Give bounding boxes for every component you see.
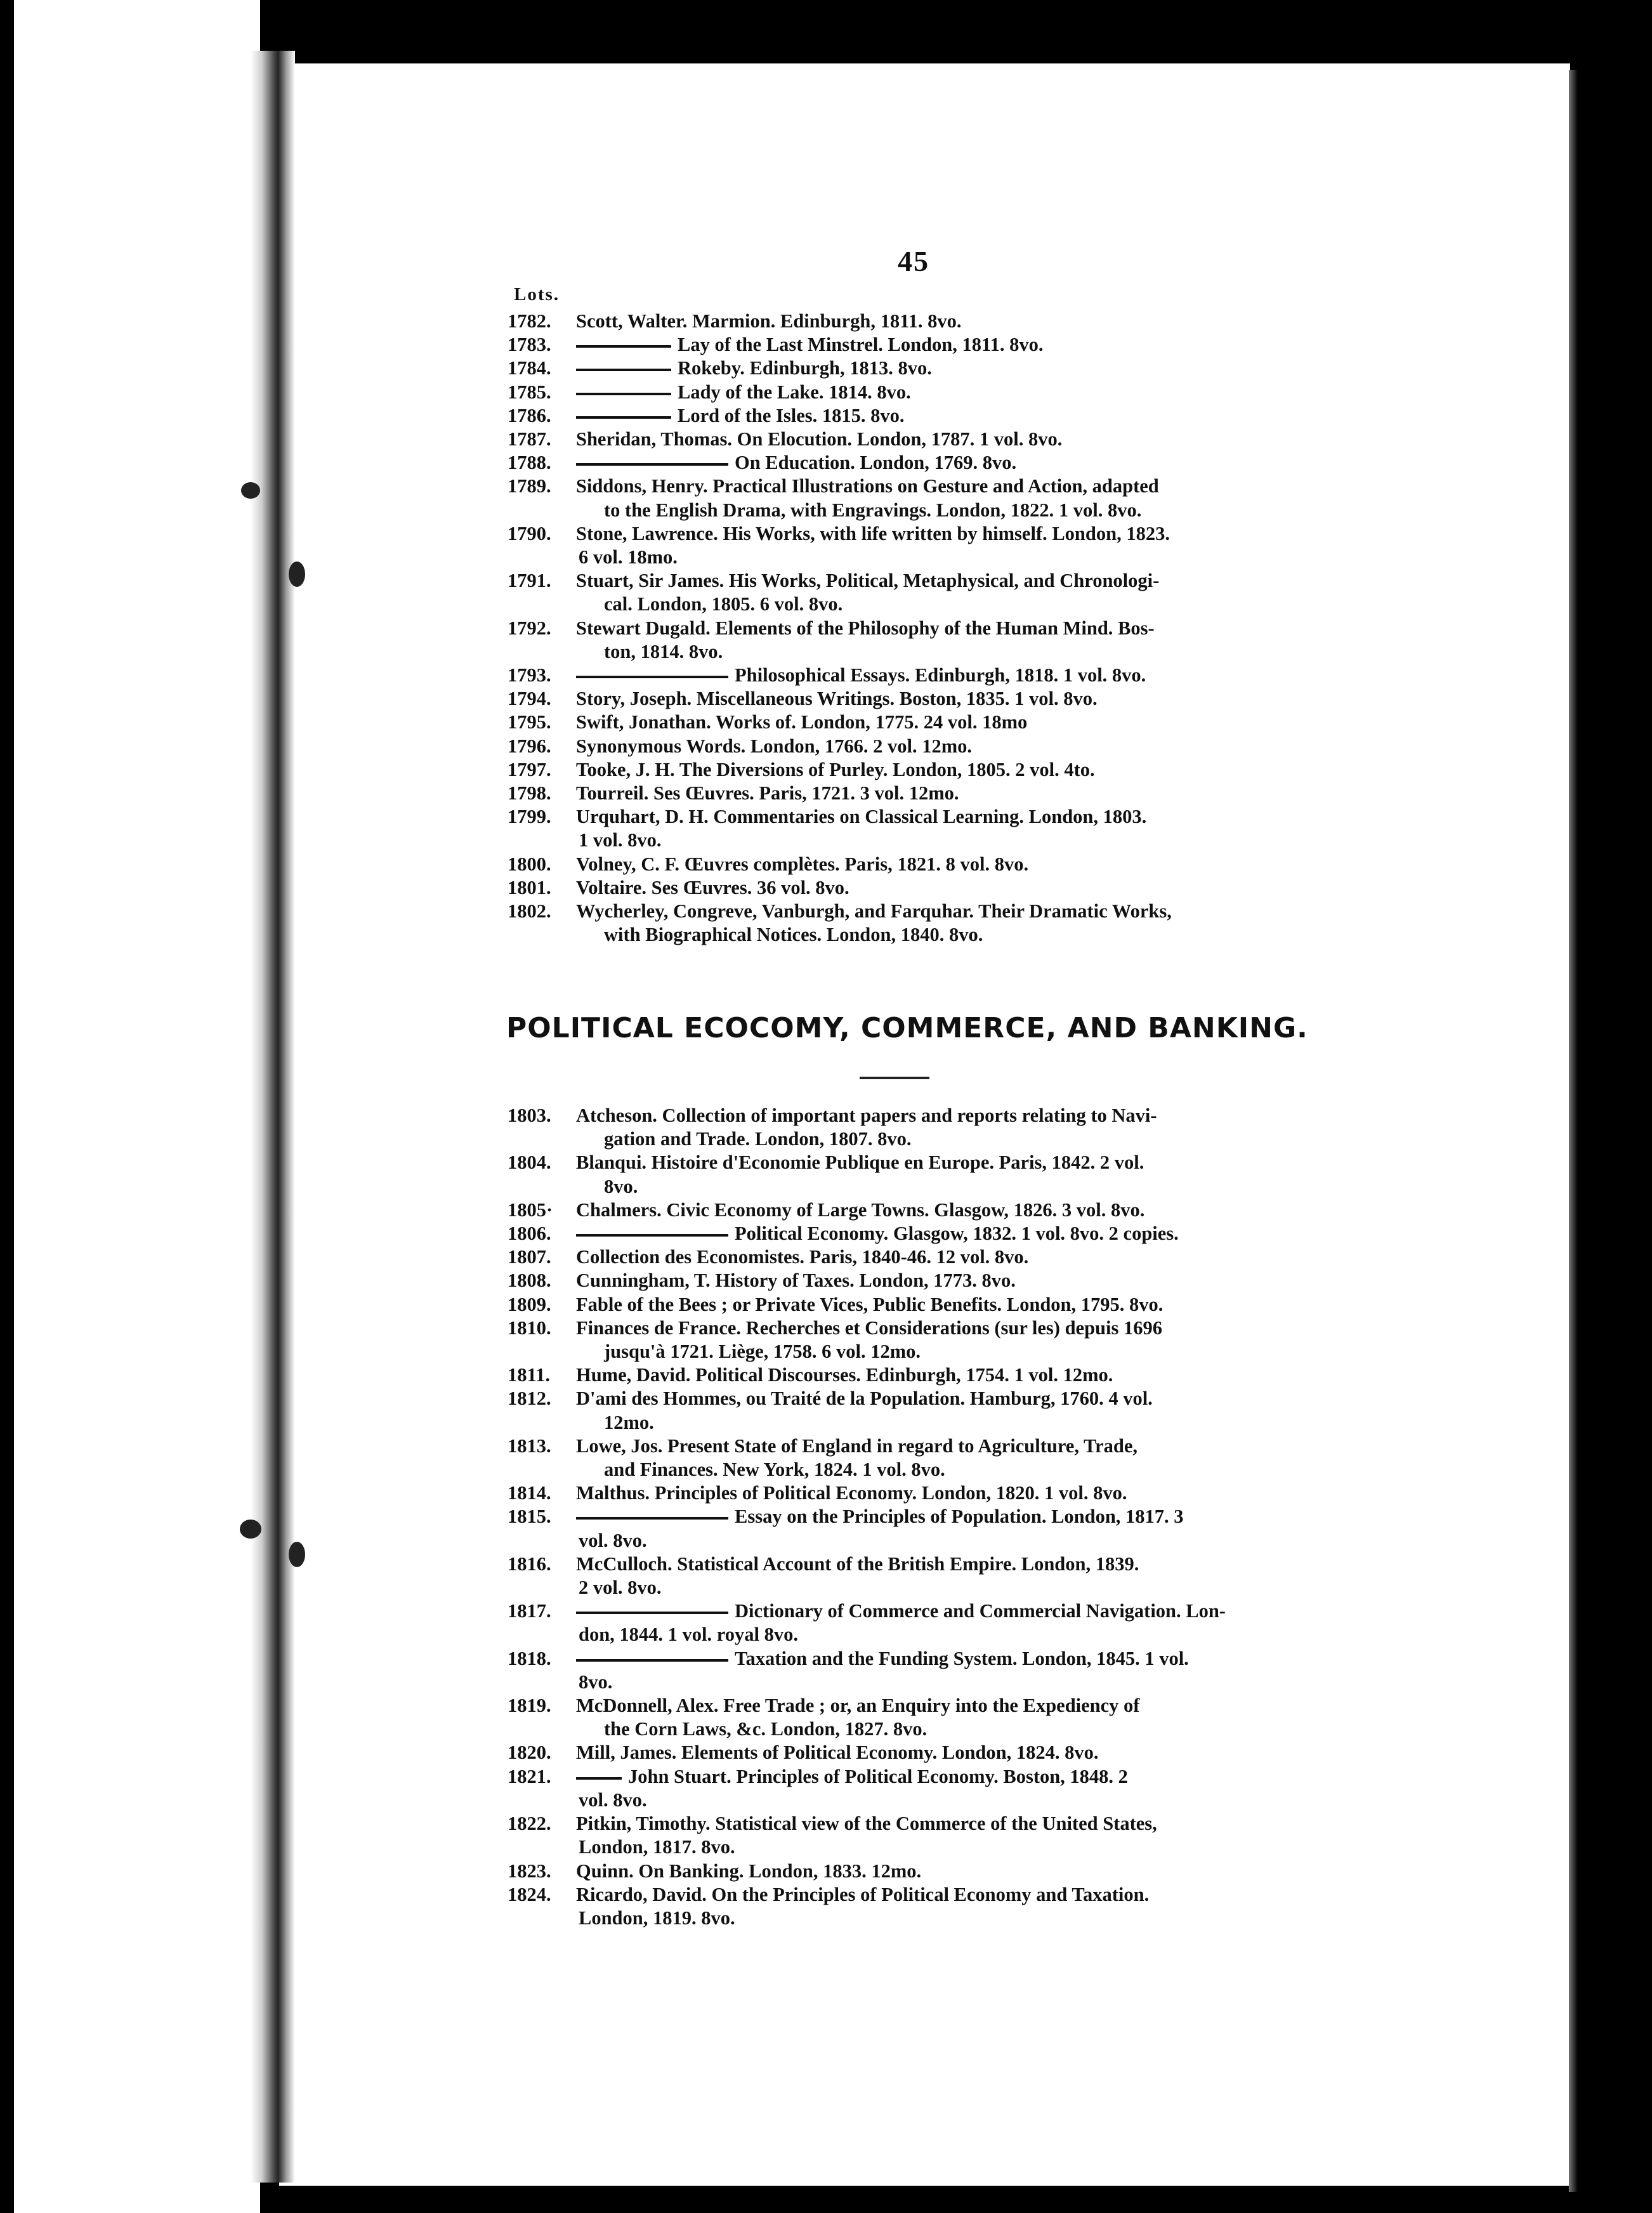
lot-number: 1798. bbox=[508, 782, 551, 804]
lot-number: 1800. bbox=[508, 853, 551, 875]
section-rule bbox=[860, 1077, 929, 1079]
lot-description-continuation: vol. 8vo. bbox=[579, 1789, 647, 1811]
catalogue-entry bbox=[508, 1222, 1358, 1245]
ditto-dash bbox=[576, 1777, 622, 1780]
lot-description-continuation: cal. London, 1805. 6 vol. 8vo. bbox=[604, 593, 843, 615]
lot-description: Chalmers. Civic Economy of Large Towns. Glasgow, 1826. 3 vol. 8vo. bbox=[576, 1198, 1145, 1221]
lot-description-continuation: gation and Trade. London, 1807. 8vo. bbox=[604, 1128, 912, 1150]
lot-number: 1787. bbox=[508, 428, 551, 450]
catalogue-entry bbox=[508, 664, 1358, 687]
lot-description: Tourreil. Ses Œuvres. Paris, 1721. 3 vol. 12mo. bbox=[576, 782, 959, 804]
lot-description: Stuart, Sir James. His Works, Political, Metaphysical, and Chronologi- bbox=[576, 570, 1160, 592]
catalogue-entry bbox=[508, 1553, 1358, 1576]
lot-number: 1795. bbox=[508, 711, 551, 733]
ditto-dash bbox=[576, 345, 671, 348]
lot-number: 1804. bbox=[508, 1152, 551, 1174]
lot-description: Ricardo, David. On the Principles of Political Economy and Taxation. bbox=[576, 1883, 1150, 1905]
lot-description-continuation: vol. 8vo. bbox=[579, 1529, 647, 1551]
lot-description: Quinn. On Banking. London, 1833. 12mo. bbox=[576, 1860, 922, 1882]
lot-description: Voltaire. Ses Œuvres. 36 vol. 8vo. bbox=[576, 876, 849, 898]
lot-description: Stone, Lawrence. His Works, with life written by himself. London, 1823. bbox=[576, 522, 1170, 544]
lot-description: Urquhart, D. H. Commentaries on Classical Learning. London, 1803. bbox=[576, 806, 1147, 828]
catalogue-entry bbox=[508, 1293, 1358, 1317]
book-gutter bbox=[251, 51, 295, 2183]
ditto-dash bbox=[576, 1234, 728, 1237]
lot-number: 1811. bbox=[508, 1364, 550, 1386]
lot-description: Lord of the Isles. 1815. 8vo. bbox=[678, 404, 905, 426]
lot-description-continuation: don, 1844. 1 vol. royal 8vo. bbox=[579, 1624, 798, 1646]
lot-number: 1819. bbox=[508, 1695, 551, 1717]
lot-description: Volney, C. F. Œuvres complètes. Paris, 1821. 8 vol. 8vo. bbox=[576, 853, 1029, 875]
catalogue-entry bbox=[508, 1245, 1358, 1269]
section-title: POLITICAL ECOCOMY, COMMERCE, AND BANKING. bbox=[506, 1012, 1308, 1044]
lot-number: 1793. bbox=[508, 664, 551, 686]
lot-description: Lady of the Lake. 1814. 8vo. bbox=[678, 381, 911, 403]
ditto-dash bbox=[576, 369, 671, 371]
page-edge-shadow bbox=[1569, 70, 1578, 2192]
lot-description-continuation: 8vo. bbox=[579, 1671, 613, 1693]
catalogue-entry bbox=[508, 475, 1358, 498]
lot-description-continuation: and Finances. New York, 1824. 1 vol. 8vo. bbox=[604, 1459, 945, 1481]
lot-number: 1803. bbox=[508, 1105, 551, 1126]
catalogue-entry bbox=[508, 805, 1358, 829]
lot-description: Mill, James. Elements of Political Economy. London, 1824. 8vo. bbox=[576, 1742, 1099, 1764]
lot-number: 1814. bbox=[508, 1482, 551, 1504]
catalogue-entry bbox=[508, 333, 1358, 357]
catalogue-entry bbox=[508, 1741, 1358, 1764]
lot-description: Blanqui. Histoire d'Economie Publique en Europe. Paris, 1842. 2 vol. bbox=[576, 1152, 1144, 1174]
lot-description: Wycherley, Congreve, Vanburgh, and Farquhar. Their Dramatic Works, bbox=[576, 900, 1172, 923]
ditto-dash bbox=[576, 676, 728, 678]
lot-description: Stewart Dugald. Elements of the Philosophy of the Human Mind. Bos- bbox=[576, 617, 1155, 639]
binding-mark bbox=[289, 561, 305, 587]
lot-number: 1810. bbox=[508, 1317, 551, 1339]
lot-description: John Stuart. Principles of Political Economy. Boston, 1848. 2 bbox=[628, 1765, 1128, 1787]
lot-number: 1818. bbox=[508, 1647, 551, 1669]
binding-mark bbox=[241, 482, 260, 499]
lot-number: 1792. bbox=[508, 617, 551, 639]
lot-description-continuation: 2 vol. 8vo. bbox=[579, 1577, 662, 1599]
lot-description: Rokeby. Edinburgh, 1813. 8vo. bbox=[678, 357, 932, 379]
lot-number: 1788. bbox=[508, 452, 551, 474]
lot-description: Sheridan, Thomas. On Elocution. London, 1787. 1 vol. 8vo. bbox=[576, 428, 1063, 450]
lot-description: Essay on the Principles of Population. London, 1817. 3 bbox=[735, 1506, 1184, 1528]
lot-description: Tooke, J. H. The Diversions of Purley. London, 1805. 2 vol. 4to. bbox=[576, 758, 1095, 780]
lot-number: 1794. bbox=[508, 688, 551, 710]
lot-description: Atcheson. Collection of important papers and reports relating to Navi- bbox=[576, 1105, 1157, 1126]
lot-number: 1809. bbox=[508, 1293, 551, 1315]
lot-number: 1796. bbox=[508, 735, 551, 757]
lot-description: Lowe, Jos. Present State of England in regard to Agriculture, Trade, bbox=[576, 1435, 1138, 1457]
lot-description: On Education. London, 1769. 8vo. bbox=[735, 452, 1017, 474]
catalogue-entry bbox=[508, 1317, 1358, 1340]
catalogue-entry bbox=[508, 1387, 1358, 1410]
catalogue-entry bbox=[508, 876, 1358, 900]
catalogue-entry bbox=[508, 522, 1358, 546]
lot-number: 1812. bbox=[508, 1388, 551, 1410]
lot-description-continuation: 1 vol. 8vo. bbox=[579, 829, 662, 851]
catalogue-entry bbox=[508, 782, 1358, 805]
lot-description-continuation: 6 vol. 18mo. bbox=[579, 546, 678, 568]
lot-number: 1789. bbox=[508, 475, 551, 497]
catalogue-entry bbox=[508, 357, 1358, 380]
lot-description: Scott, Walter. Marmion. Edinburgh, 1811. 8vo. bbox=[576, 310, 962, 332]
scan-edge bbox=[0, 0, 14, 2213]
catalogue-list-top bbox=[508, 310, 1358, 947]
lot-number: 1801. bbox=[508, 876, 551, 898]
lot-description: Dictionary of Commerce and Commercial Navigation. Lon- bbox=[735, 1600, 1226, 1622]
catalogue-entry bbox=[508, 853, 1358, 876]
lot-number: 1813. bbox=[508, 1435, 551, 1457]
lot-description: Story, Joseph. Miscellaneous Writings. Boston, 1835. 1 vol. 8vo. bbox=[576, 688, 1098, 710]
catalogue-entry bbox=[508, 758, 1358, 782]
lot-description: Synonymous Words. London, 1766. 2 vol. 12mo. bbox=[576, 735, 972, 757]
catalogue-entry bbox=[508, 1812, 1358, 1835]
lot-number: 1790. bbox=[508, 522, 551, 544]
lot-description-continuation: jusqu'à 1721. Liège, 1758. 6 vol. 12mo. bbox=[604, 1341, 921, 1363]
lot-number: 1822. bbox=[508, 1813, 551, 1835]
lot-number: 1783. bbox=[508, 334, 551, 356]
catalogue-entry bbox=[508, 310, 1358, 333]
catalogue-entry bbox=[508, 1599, 1358, 1623]
catalogue-entry bbox=[508, 1104, 1358, 1127]
lot-number: 1824. bbox=[508, 1883, 551, 1905]
catalogue-entry bbox=[508, 381, 1358, 404]
lot-description: McCulloch. Statistical Account of the British Empire. London, 1839. bbox=[576, 1553, 1139, 1575]
lot-number: 1817. bbox=[508, 1600, 551, 1622]
lot-description: Lay of the Last Minstrel. London, 1811. 8vo. bbox=[678, 334, 1044, 356]
lot-description: Political Economy. Glasgow, 1832. 1 vol. 8vo. 2 copies. bbox=[735, 1223, 1179, 1245]
catalogue-entry bbox=[508, 687, 1358, 711]
lot-number: 1816. bbox=[508, 1553, 551, 1575]
ditto-dash bbox=[576, 1612, 728, 1614]
catalogue-entry bbox=[508, 735, 1358, 758]
ditto-dash bbox=[576, 1517, 728, 1520]
lot-description-continuation: London, 1819. 8vo. bbox=[579, 1907, 735, 1929]
lot-number: 1820. bbox=[508, 1742, 551, 1764]
ditto-dash bbox=[576, 393, 671, 395]
ditto-dash bbox=[576, 416, 671, 419]
lot-description: Cunningham, T. History of Taxes. London, 1773. 8vo. bbox=[576, 1270, 1016, 1292]
catalogue-entry bbox=[508, 1269, 1358, 1292]
lot-number: 1821. bbox=[508, 1765, 551, 1787]
lot-description: Finances de France. Recherches et Considerations (sur les) depuis 1696 bbox=[576, 1317, 1162, 1339]
binding-mark bbox=[240, 1520, 261, 1539]
catalogue-entry bbox=[508, 1765, 1358, 1789]
catalogue-entry bbox=[508, 404, 1358, 428]
lot-number: 1805· bbox=[508, 1198, 553, 1221]
catalogue-list-bottom bbox=[508, 1104, 1358, 1930]
catalogue-entry bbox=[508, 569, 1358, 593]
catalogue-entry bbox=[508, 1883, 1358, 1907]
lot-number: 1808. bbox=[508, 1270, 551, 1292]
lot-description: McDonnell, Alex. Free Trade ; or, an Enquiry into the Expediency of bbox=[576, 1695, 1140, 1717]
catalogue-entry bbox=[508, 1860, 1358, 1883]
lot-number: 1784. bbox=[508, 357, 551, 379]
lot-number: 1785. bbox=[508, 381, 551, 403]
page-number: 45 bbox=[898, 245, 929, 277]
catalogue-entry bbox=[508, 900, 1358, 923]
lot-description: Hume, David. Political Discourses. Edinburgh, 1754. 1 vol. 12mo. bbox=[576, 1364, 1113, 1386]
lots-header: Lots. bbox=[514, 284, 560, 305]
lot-description-continuation: London, 1817. 8vo. bbox=[579, 1836, 735, 1858]
catalogue-entry bbox=[508, 1435, 1358, 1458]
ditto-dash bbox=[576, 463, 728, 466]
catalogue-entry bbox=[508, 1505, 1358, 1528]
catalogue-entry bbox=[508, 1151, 1358, 1174]
lot-description: Siddons, Henry. Practical Illustrations on Gesture and Action, adapted bbox=[576, 475, 1159, 497]
facing-page-margin bbox=[0, 0, 260, 2213]
lot-number: 1807. bbox=[508, 1246, 551, 1268]
lot-number: 1823. bbox=[508, 1860, 551, 1882]
lot-number: 1786. bbox=[508, 404, 551, 426]
lot-description: Pitkin, Timothy. Statistical view of the Commerce of the United States, bbox=[576, 1813, 1157, 1835]
lot-number: 1797. bbox=[508, 758, 551, 780]
lot-number: 1791. bbox=[508, 570, 551, 592]
lot-description-continuation: the Corn Laws, &c. London, 1827. 8vo. bbox=[604, 1718, 928, 1740]
catalogue-entry bbox=[508, 1481, 1358, 1505]
lot-description-continuation: 8vo. bbox=[604, 1175, 638, 1197]
catalogue-entry bbox=[508, 428, 1358, 451]
lot-number: 1802. bbox=[508, 900, 551, 923]
catalogue-entry bbox=[508, 1647, 1358, 1671]
ditto-dash bbox=[576, 1659, 728, 1662]
lot-description-continuation: ton, 1814. 8vo. bbox=[604, 640, 723, 662]
lot-number: 1815. bbox=[508, 1506, 551, 1528]
lot-description: Fable of the Bees ; or Private Vices, Public Benefits. London, 1795. 8vo. bbox=[576, 1293, 1164, 1315]
lot-description: Collection des Economistes. Paris, 1840-46. 12 vol. 8vo. bbox=[576, 1246, 1029, 1268]
lot-description: Taxation and the Funding System. London, 1845. 1 vol. bbox=[735, 1647, 1189, 1669]
lot-description: Swift, Jonathan. Works of. London, 1775. 24 vol. 18mo bbox=[576, 711, 1028, 733]
catalogue-entry bbox=[508, 1198, 1358, 1222]
catalogue-entry bbox=[508, 1694, 1358, 1717]
lot-description: D'ami des Hommes, ou Traité de la Population. Hamburg, 1760. 4 vol. bbox=[576, 1388, 1153, 1410]
lot-number: 1782. bbox=[508, 310, 551, 332]
lot-description-continuation: with Biographical Notices. London, 1840. 8vo. bbox=[604, 924, 983, 946]
catalogue-entry bbox=[508, 711, 1358, 734]
lot-number: 1806. bbox=[508, 1223, 551, 1245]
catalogue-entry bbox=[508, 617, 1358, 640]
catalogue-entry bbox=[508, 1363, 1358, 1387]
lot-number: 1799. bbox=[508, 806, 551, 828]
lot-description: Malthus. Principles of Political Economy. London, 1820. 1 vol. 8vo. bbox=[576, 1482, 1127, 1504]
lot-description-continuation: to the English Drama, with Engravings. London, 1822. 1 vol. 8vo. bbox=[604, 499, 1142, 521]
binding-mark bbox=[289, 1542, 305, 1567]
lot-description-continuation: 12mo. bbox=[604, 1411, 654, 1433]
lot-description: Philosophical Essays. Edinburgh, 1818. 1 vol. 8vo. bbox=[735, 664, 1146, 686]
catalogue-entry bbox=[508, 451, 1358, 475]
